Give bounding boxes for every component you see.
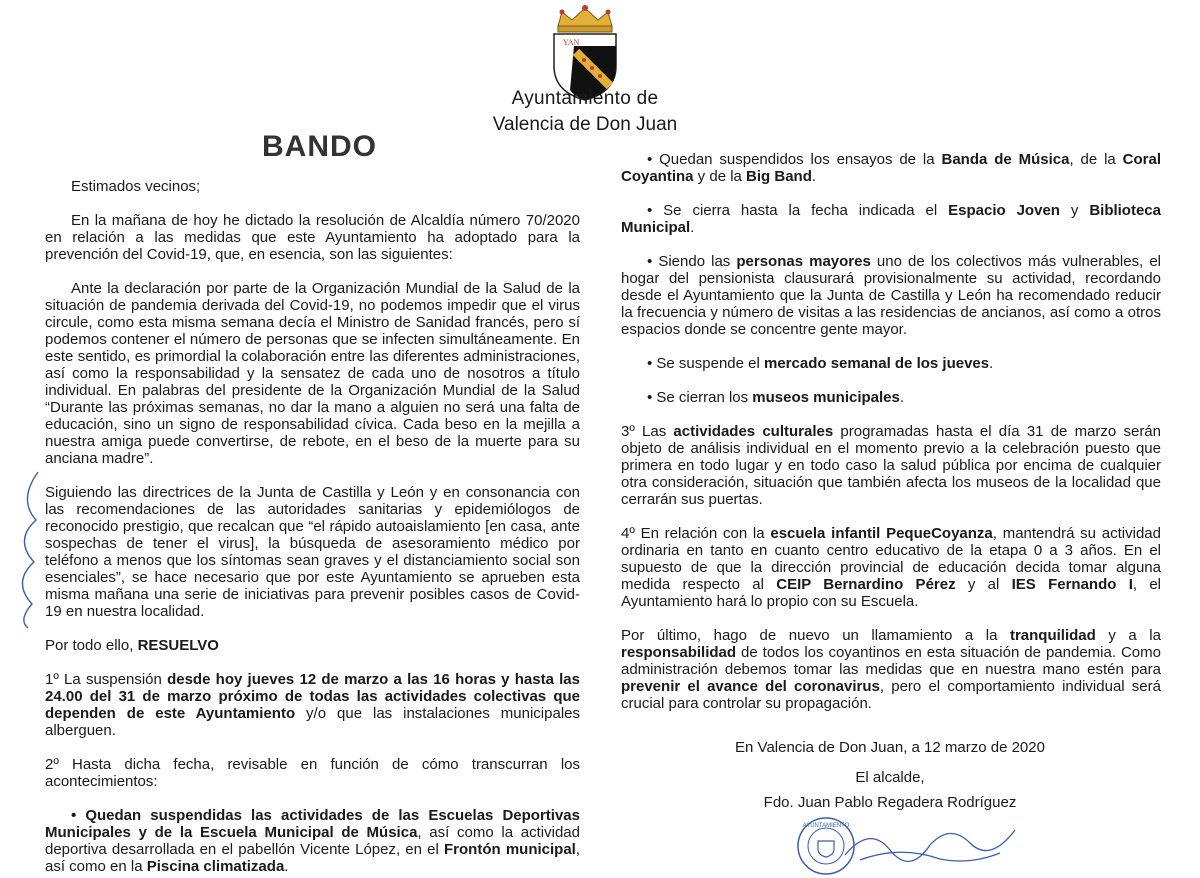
- paragraph-guidelines: Siguiendo las directrices de la Junta de Castilla y León y en consonancia con las recomendaciones de las autoridades sanitarias y epidemiólogos de reconocido prestigio, que recalcan que “el rápido autoaislamiento [en casa, ante sospechas de tener el virus], la búsqueda de asesoramiento médico por teléfono a menos que los síntomas sean graves y el distanciamiento social son esenciales”, se hace necesario que por este Ayuntamiento se aprueben esta misma mañana una serie de iniciativas para prevenir posibles casos de Covid-19 en nuestra localidad.: [45, 484, 580, 620]
- point-2: 2º Hasta dicha fecha, revisable en función de cómo transcurran los acontecimientos:: [45, 756, 580, 790]
- signer-name: Fdo. Juan Pablo Regadera Rodríguez: [763, 794, 1017, 811]
- point-1: 1º La suspensión desde hoy jueves 12 de marzo a las 16 horas y hasta las 24.00 del 31 de marzo próximo de todas las actividades colectivas que dependen de este Ayuntamiento y/o que las instalaciones municipales alberguen.: [45, 671, 580, 739]
- paragraph-resolution: En la mañana de hoy he dictado la resolución de Alcaldía número 70/2020 en relación a las medidas que este Ayuntamiento ha adoptado para la prevención del Covid-19, que, en esencia, son las siguientes:: [45, 212, 580, 263]
- organization-name-line1: Ayuntamiento de: [511, 88, 659, 109]
- margin-scribble: [8, 470, 48, 630]
- point-3: 3º Las actividades culturales programadas hasta el día 31 de marzo serán objeto de análisis individual en el momento previo a la celebración puesto que primera en todo lugar y en todo caso la salud pública por encima de cualquier otra consideración, situación que también afecta los museos de la localidad que cerrarán sus puertas.: [621, 423, 1161, 508]
- handwritten-signature: [840, 815, 1020, 870]
- greeting: Estimados vecinos;: [71, 178, 201, 195]
- bullet-sports-schools: • Quedan suspendidas las actividades de las Escuelas Deportivas Municipales y de la Escuela Municipal de Música, así como la actividad deportiva desarrollada en el pabellón Vicente López, en el Frontón municipal, así como en la Piscina climatizada.: [45, 807, 580, 875]
- bullet-museums: • Se cierran los museos municipales.: [647, 389, 905, 406]
- signature-block: [700, 735, 1080, 815]
- resuelvo-label: RESUELVO: [137, 637, 219, 654]
- stamp-text: AYUNTAMIENTO: [802, 823, 850, 829]
- point-4: 4º En relación con la escuela infantil PequeCoyanza, mantendrá su actividad ordinaria en tanto en cuanto centro educativo de la etapa 0 a 3 años. En el supuesto de que la dirección provincial de educación decida tomar alguna medida respecto al CEIP Bernardino Pérez y al IES Fernando I, el Ayuntamiento hará lo propio con su Escuela.: [621, 525, 1161, 610]
- bullet-music-rehearsals: • Quedan suspendidos los ensayos de la Banda de Música, de la Coral Coyantina y de la Big Band.: [621, 151, 1162, 185]
- resuelvo-line: Por todo ello, RESUELVO: [45, 637, 219, 654]
- bullet-elderly: • Siendo las personas mayores uno de los colectivos más vulnerables, el hogar del pensionista clausurará provisionalmente su actividad, recordando desde el Ayuntamiento que la Junta de Castilla y León ha recomendado reducir la frecuencia y número de visitas a las residencias de ancianos, así como a otros espacios donde se concentre gente mayor.: [621, 253, 1161, 338]
- right-column: [621, 151, 1161, 712]
- bullet-weekly-market: • Se suspende el mercado semanal de los jueves.: [647, 355, 994, 372]
- crest-label: YAN: [563, 38, 580, 47]
- bullet-youth-library: • Se cierra hasta la fecha indicada el Espacio Joven y Biblioteca Municipal.: [621, 202, 1161, 236]
- organization-name-line2: Valencia de Don Juan: [492, 114, 678, 135]
- closing-paragraph: Por último, hago de nuevo un llamamiento a la tranquilidad y a la responsabilidad de todos los coyantinos en esta situación de pandemia. Como administración debemos tomar las medidas que en nuestra mano estén para prevenir el avance del coronavirus, pero el comportamiento individual será crucial para controlar su propagación.: [621, 627, 1161, 712]
- document-title: BANDO: [262, 130, 377, 163]
- left-column: [45, 178, 580, 875]
- signer-role: El alcalde,: [855, 769, 925, 786]
- paragraph-who-declaration: Ante la declaración por parte de la Organización Mundial de la Salud de la situación de pandemia derivada del Covid-19, no podemos impedir que el virus circule, como esta misma semana decía el Ministro de Sanidad francés, pero sí podemos contener el número de personas que se infecten simultáneamente. En este sentido, es primordial la colaboración entre las diferentes administraciones, así como la responsabilidad y la sensatez de cada uno de nosotros a título individual. En palabras del presidente de la Organización Mundial de la Salud “Durante las próximas semanas, no dar la mano a alguien no será una falta de educación, sino un signo de responsabilidad cívica. Cada beso en la mejilla a nuestra amiga puede convertirse, de rebote, en el beso de la muerte para su anciana madre”.: [45, 280, 580, 467]
- place-date: En Valencia de Don Juan, a 12 marzo de 2020: [735, 739, 1045, 756]
